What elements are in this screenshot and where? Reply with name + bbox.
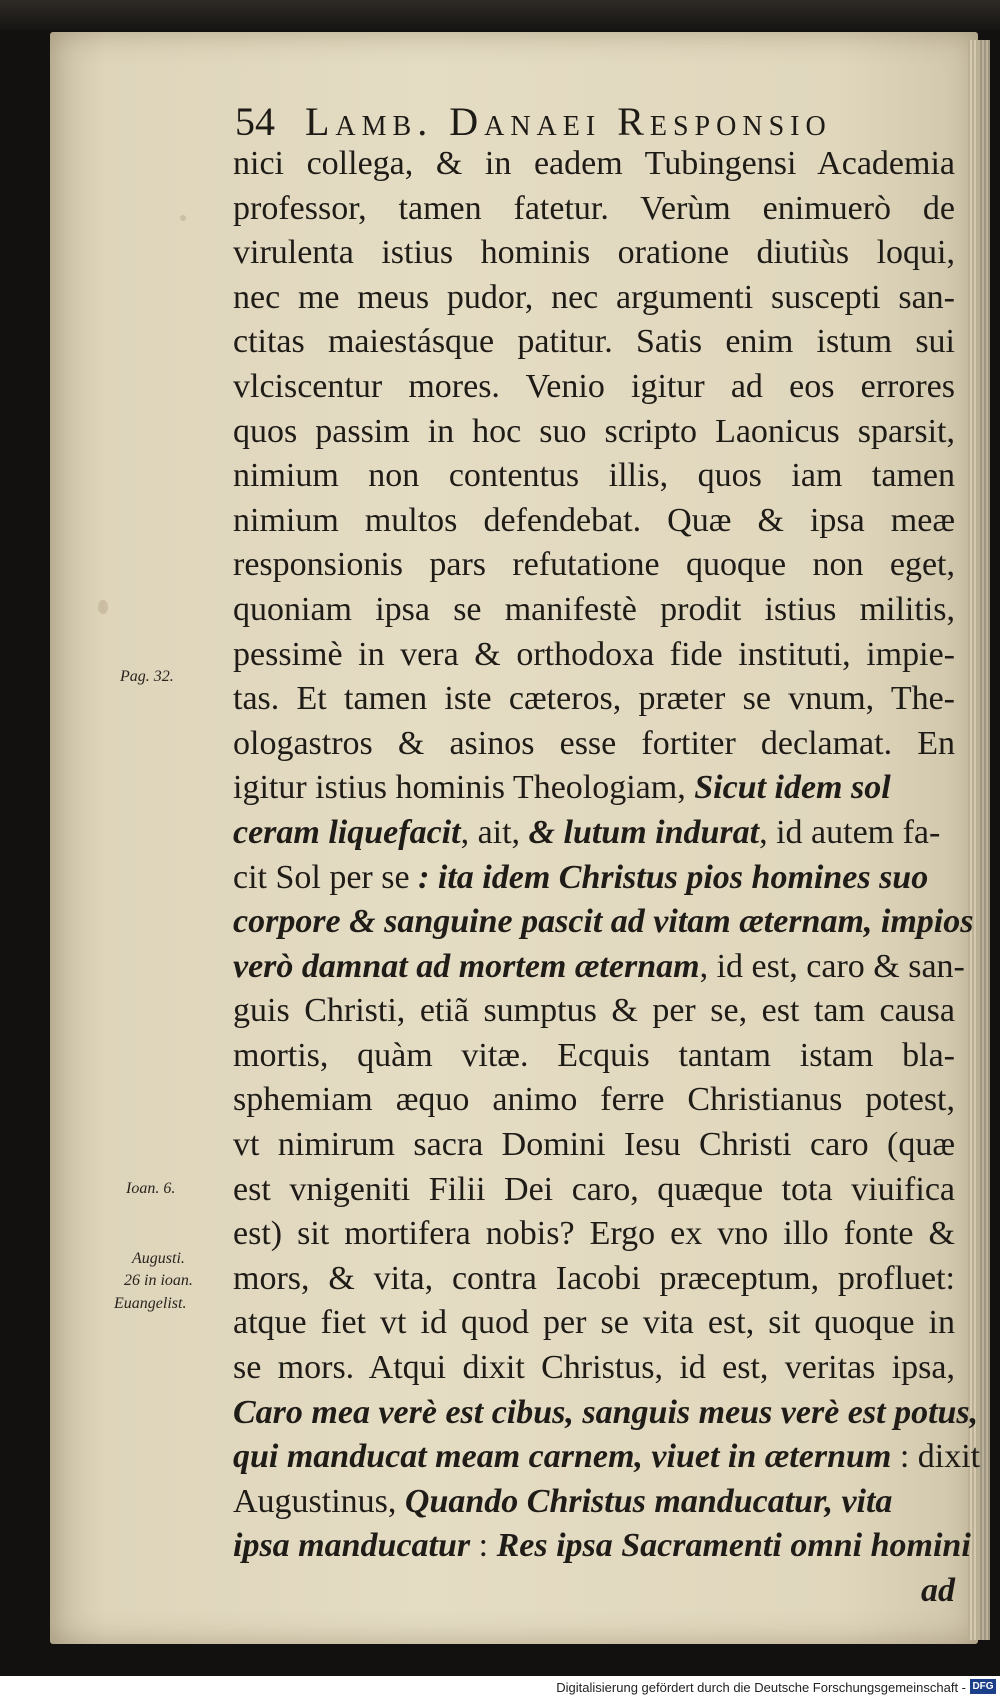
text-line: nici collega, & in eadem Tubingensi Academia <box>233 145 955 182</box>
text-line: quoniam ipsa se manifestè prodit istius militis, <box>233 590 955 628</box>
margin-note-euangelist: Euangelist. <box>114 1295 187 1312</box>
text-line: pessimè in vera & orthodoxa fide instituti, impie- <box>233 635 955 673</box>
text-line: atque fiet vt id quod per se vita est, sit quoque in <box>233 1304 955 1342</box>
text-line: vlciscentur mores. Venio igitur ad eos errores <box>233 367 955 405</box>
italic-quote: ipsa manducatur <box>233 1527 471 1565</box>
text-line: mors, & vita, contra Iacobi præceptum, profluet: <box>233 1259 955 1297</box>
page-number: 54 <box>235 99 275 144</box>
text-line: ologastros & asinos esse fortiter declamat. En <box>233 724 955 762</box>
text-segment: Augustinus, <box>233 1482 405 1520</box>
running-head <box>235 98 955 145</box>
text-line <box>233 1480 955 1525</box>
text-line: sphemiam æquo animo ferre Christianus potest, <box>233 1081 955 1119</box>
text-segment: : <box>470 1527 497 1565</box>
text-line: guis Christi, etiã sumptus & per se, est tam causa <box>233 992 955 1030</box>
margin-note-augustinus: Augusti. <box>132 1250 185 1267</box>
italic-quote: Sicut idem sol <box>694 769 891 807</box>
text-line <box>233 1435 981 1480</box>
italic-quote: Res ipsa Sacramenti omni homini <box>496 1527 971 1565</box>
text-line: ctitas maiestásque patitur. Satis enim istum sui <box>233 323 955 361</box>
text-segment: , id est, caro & san- <box>699 947 965 985</box>
italic-quote: corpore & sanguine pascit ad vitam æternam, impios <box>233 903 974 941</box>
text-line: quos passim in hoc suo scripto Laonicus sparsit, <box>233 412 955 450</box>
text-line <box>233 766 955 811</box>
text-line: virulenta istius hominis oratione diutiùs loqui, <box>233 234 955 272</box>
text-line <box>233 1524 971 1569</box>
text-line: nimium multos defendebat. Quæ & ipsa meæ <box>233 501 955 539</box>
text-line <box>233 1391 979 1436</box>
italic-quote: & lutum indurat <box>528 813 760 851</box>
book-cover-edge <box>0 0 1000 30</box>
text-line <box>233 811 955 856</box>
italic-quote: Quando Christus manducatur, vita <box>404 1482 893 1520</box>
text-line: responsionis pars refutatione quoque non eget, <box>233 546 955 584</box>
italic-quote: verò damnat ad mortem æternam <box>233 947 700 985</box>
text-line: nimium non contentus illis, quos iam tamen <box>233 457 955 495</box>
text-line: vt nimirum sacra Domini Iesu Christi caro (quæ <box>233 1126 955 1164</box>
text-segment: : dixit <box>891 1438 981 1476</box>
margin-note-ioan-26: 26 in ioan. <box>124 1272 193 1289</box>
text-line <box>233 900 974 945</box>
text-line <box>233 856 955 901</box>
italic-quote: Caro mea verè est cibus, sanguis meus verè est potus, <box>233 1393 979 1431</box>
margin-note-ioan: Ioan. 6. <box>126 1180 176 1197</box>
text-line: nec me meus pudor, nec argumenti suscepti san- <box>233 278 955 316</box>
text-segment: , id autem fa- <box>759 813 941 851</box>
dfg-logo: DFG <box>970 1679 996 1694</box>
text-line <box>233 945 965 990</box>
text-segment: , ait, <box>460 813 529 851</box>
footer-credit: Digitalisierung gefördert durch die Deutsche Forschungsgemeinschaft - <box>556 1680 966 1695</box>
catchword-text: ad <box>921 1572 955 1609</box>
text-line: tas. Et tamen iste cæteros, præter se vnum, The- <box>233 680 955 718</box>
text-line: est) sit mortifera nobis? Ergo ex vno illo fonte & <box>233 1215 955 1253</box>
ink-stain <box>98 600 108 614</box>
text-segment: igitur istius hominis Theologiam, <box>233 769 695 807</box>
text-line: professor, tamen fatetur. Verùm enimuerò de <box>233 189 955 227</box>
ink-stain <box>180 215 186 221</box>
italic-quote: qui manducat meam carnem, viuet in æternum <box>233 1438 892 1476</box>
italic-quote: : ita idem Christus pios homines suo <box>418 858 929 896</box>
text-line: mortis, quàm vitæ. Ecquis tantam istam bla- <box>233 1036 955 1074</box>
text-segment: cit Sol per se <box>233 858 419 896</box>
margin-note-pag: Pag. 32. <box>120 668 174 685</box>
catchword <box>233 1569 955 1614</box>
text-line: est vnigeniti Filii Dei caro, quæque tota viuifica <box>233 1170 955 1208</box>
italic-quote: ceram liquefacit <box>233 813 461 851</box>
running-title: Lamb. Danaei Responsio <box>305 99 832 144</box>
body-text <box>233 142 981 1614</box>
text-line: se mors. Atqui dixit Christus, id est, veritas ipsa, <box>233 1349 955 1387</box>
